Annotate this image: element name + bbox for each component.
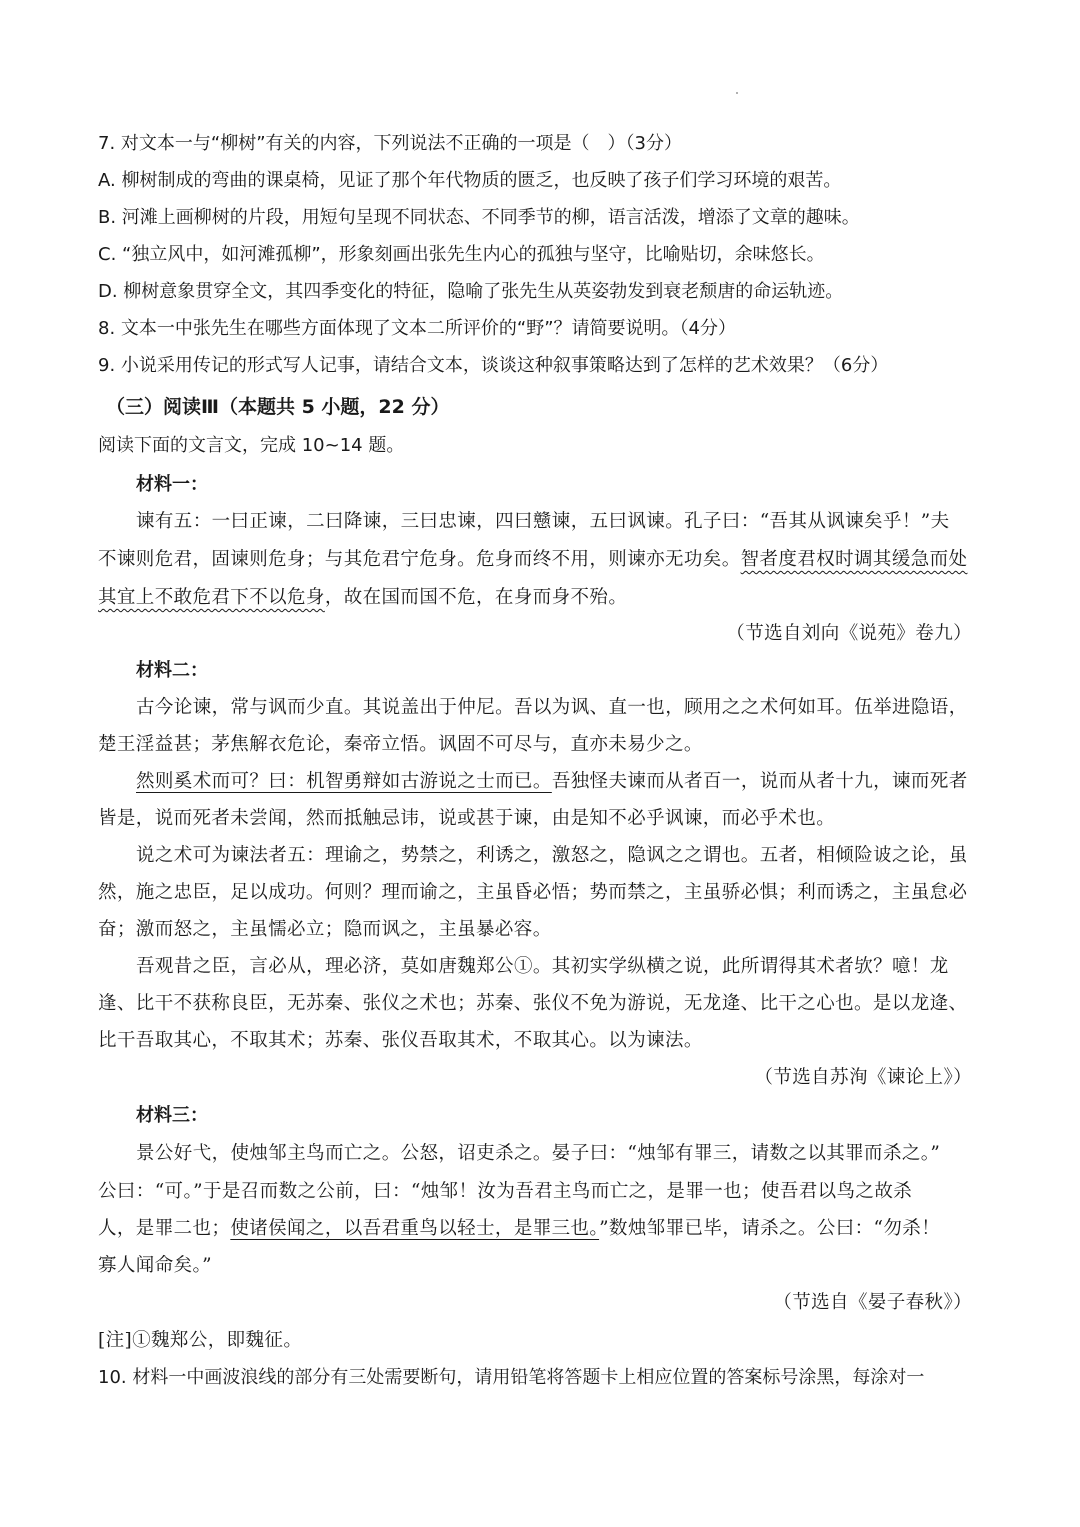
question-7-option-b: B. 河滩上画柳树的片段，用短句呈现不同状态、不同季节的柳，语言活泼，增添了文章的趣味。 <box>98 207 860 228</box>
material-2-source: （节选自苏洵《谏论上》） <box>754 1067 972 1088</box>
footnote: [注]①魏郑公，即魏征。 <box>98 1330 303 1351</box>
underlined-sentence-1: 然则奚术而可？曰：机智勇辩如古游说之士而已。 <box>136 771 552 792</box>
material-1-line-2 <box>98 548 967 572</box>
section-instruction: 阅读下面的文言文，完成 10~14 题。 <box>98 435 405 456</box>
section-heading: （三）阅读Ⅲ（本题共 5 小题，22 分） <box>106 396 450 418</box>
material-2-label: 材料二： <box>136 660 208 681</box>
material-3-label: 材料三： <box>136 1105 208 1126</box>
question-7-option-c: C. “独立风中，如河滩孤柳”，形象刻画出张先生内心的孤独与坚守，比喻贴切，余味悠长。 <box>98 244 825 265</box>
material-3-line-3-text-b: ”数烛邹罪已毕，请杀之。公曰：“勿杀！ <box>599 1218 941 1239</box>
material-2-p3-line-1: 说之术可为谏法者五：理谕之，势禁之，利诱之，激怒之，隐讽之之谓也。五者，相倾险诐之论，虽 <box>136 845 968 866</box>
material-2-p1-line-1: 古今论谏，常与讽而少直。其说盖出于仲尼。吾以为讽、直一也，顾用之之术何如耳。伍举进隐语， <box>136 697 968 718</box>
material-3-source: （节选自《晏子春秋》） <box>773 1292 972 1313</box>
material-1-source: （节选自刘向《说苑》卷九） <box>726 623 972 644</box>
question-9: 9. 小说采用传记的形式写人记事，请结合文本，谈谈这种叙事策略达到了怎样的艺术效果？（6分） <box>98 355 889 376</box>
material-2-p2-line-2: 皆是，说而死者未尝闻，然而抵触忌讳，说或甚于谏，由是知不必乎讽谏，而必乎术也。 <box>98 808 836 829</box>
material-3-line-4: 寡人闻命矣。” <box>98 1255 213 1276</box>
question-8: 8. 文本一中张先生在哪些方面体现了文本二所评价的“野”？请简要说明。（4分） <box>98 318 736 339</box>
question-7: 7. 对文本一与“柳树”有关的内容，下列说法不正确的一项是（ ）（3分） <box>98 133 682 154</box>
underlined-sentence-2: 使诸侯闻之，以吾君重鸟以轻士，是罪三也。 <box>230 1218 600 1239</box>
material-2-p1-line-2: 楚王淫益甚；茅焦解衣危论，秦帝立悟。讽固不可尽与，直亦未易少之。 <box>98 734 703 755</box>
material-1-line-2-text: 不谏则危君，固谏则危身；与其危君宁危身。危身而终不用，则谏亦无功矣。 <box>98 549 741 570</box>
material-3-line-3-text-a: 人，是罪二也； <box>98 1218 231 1239</box>
wavy-underlined-passage-1: 智者度君权时调其缓急而处 <box>740 549 968 570</box>
material-2-p4-line-3: 比干吾取其心，不取其术；苏秦、张仪吾取其术，不取其心。以为谏法。 <box>98 1030 703 1051</box>
material-2-p3-line-2: 然，施之忠臣，足以成功。何则？理而谕之，主虽昏必悟；势而禁之，主虽骄必惧；利而诱之，主虽怠必 <box>98 882 968 903</box>
scan-speck <box>736 92 738 94</box>
material-2-p4-line-2: 逢、比干不获称良臣，无苏秦、张仪之术也；苏秦、张仪不免为游说，无龙逄、比干之心也。是以龙逄、 <box>98 993 968 1014</box>
question-7-option-d: D. 柳树意象贯穿全文，其四季变化的特征，隐喻了张先生从英姿勃发到衰老颓唐的命运轨迹。 <box>98 281 844 302</box>
material-1-line-1: 谏有五：一曰正谏，二曰降谏，三曰忠谏，四曰戆谏，五曰讽谏。孔子曰：“吾其从讽谏矣乎！”夫 <box>136 511 950 532</box>
material-3-line-2: 公曰：“可。”于是召而数之公前，曰：“烛邹！汝为吾君主鸟而亡之，是罪一也；使吾君以鸟之故杀 <box>98 1181 913 1202</box>
material-3-line-1: 景公好弋，使烛邹主鸟而亡之。公怒，诏吏杀之。晏子曰：“烛邹有罪三，请数之以其罪而杀之。” <box>136 1143 941 1164</box>
material-1-line-3-text: ，故在国而国不危，在身而身不殆。 <box>324 587 628 608</box>
question-7-option-a: A. 柳树制成的弯曲的课桌椅，见证了那个年代物质的匮乏，也反映了孩子们学习环境的艰苦。 <box>98 170 842 191</box>
material-1-line-3 <box>98 586 627 610</box>
material-2-p2-line-1-text: 吾独怪夫谏而从者百一，说而从者十九，谏而死者 <box>551 771 968 792</box>
material-2-p3-line-3: 奋；激而怒之，主虽懦必立；隐而讽之，主虽暴必容。 <box>98 919 552 940</box>
material-2-p4-line-1: 吾观昔之臣，言必从，理必济，莫如唐魏郑公①。其初实学纵横之说，此所谓得其术者欤？噫！龙 <box>136 956 949 977</box>
material-3-line-3 <box>98 1217 940 1241</box>
material-1-label: 材料一： <box>136 474 208 495</box>
question-10: 10. 材料一中画波浪线的部分有三处需要断句，请用铅笔将答题卡上相应位置的答案标号涂黑，每涂对一 <box>98 1367 925 1388</box>
wavy-underlined-passage-2: 其宜上不敢危君下不以危身 <box>98 587 325 608</box>
material-2-p2-line-1 <box>136 770 968 794</box>
